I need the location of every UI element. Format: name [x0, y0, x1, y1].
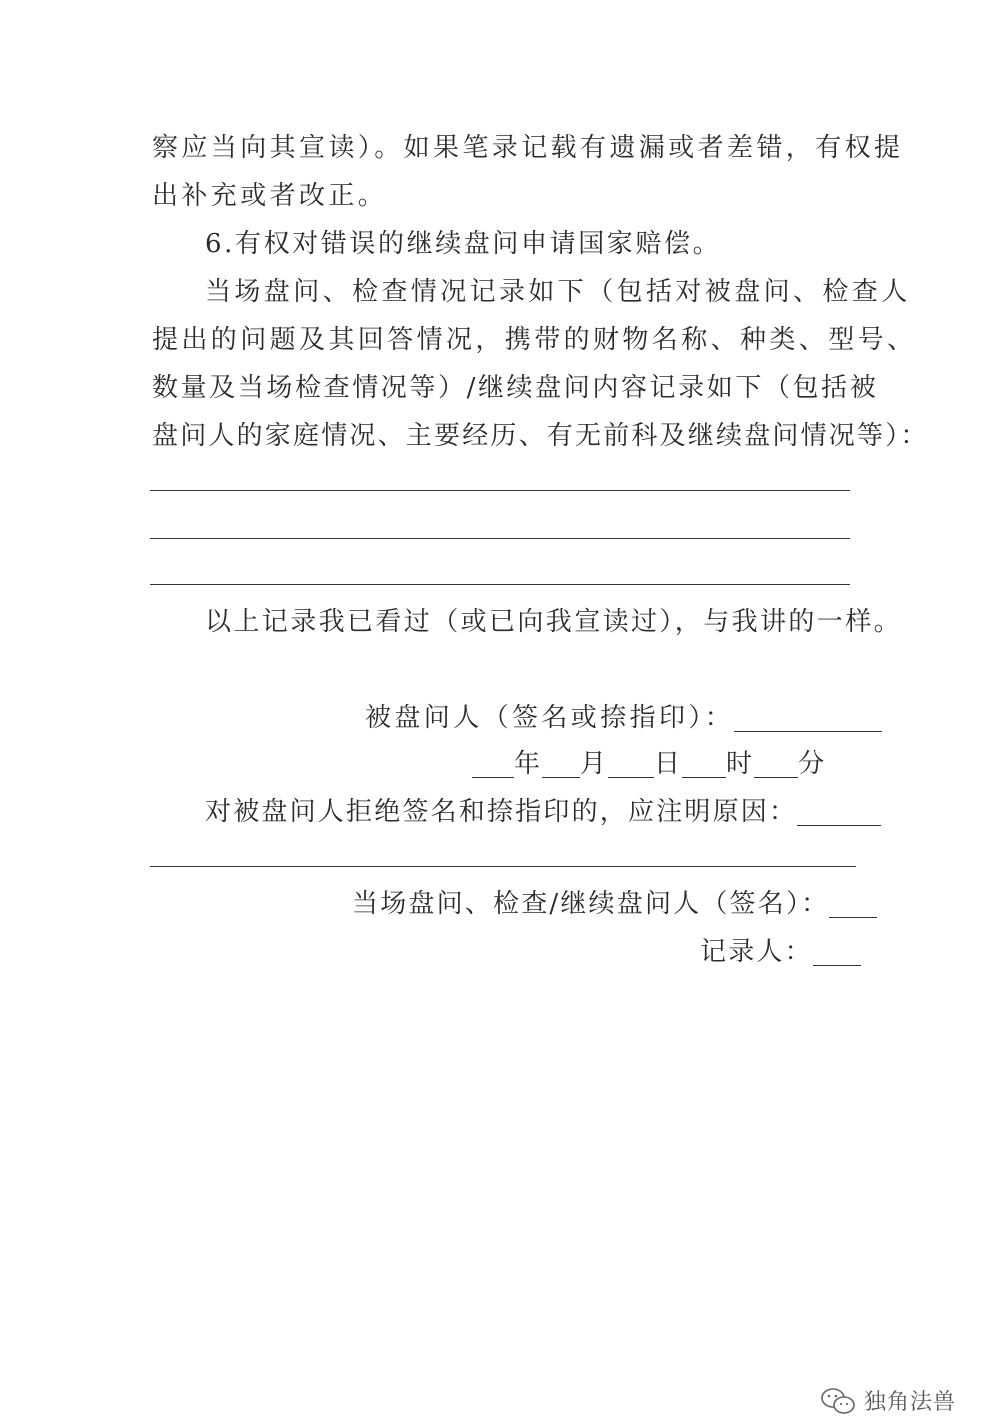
questioned-signature-blank[interactable]	[734, 705, 882, 732]
questioned-signature-label: 被盘问人（签名或捺指印）：	[365, 703, 735, 733]
record-blank-line[interactable]	[150, 584, 850, 585]
officer-signature-row	[352, 886, 877, 922]
year-blank[interactable]	[472, 751, 514, 778]
questioned-signature-row	[365, 700, 882, 736]
month-label: 月	[580, 749, 609, 779]
record-intro-line: 数量及当场检查情况等）/继续盘问内容记录如下（包括被	[152, 373, 879, 403]
refusal-row	[205, 794, 881, 830]
month-blank[interactable]	[542, 751, 580, 778]
year-label: 年	[514, 749, 543, 779]
confirmation-statement: 以上记录我已看过（或已向我宣读过），与我讲的一样。	[205, 607, 903, 637]
paragraph-line: 出补充或者改正。	[152, 181, 388, 211]
refusal-label: 对被盘问人拒绝签名和捺指印的，应注明原因：	[205, 797, 798, 827]
datetime-row	[472, 746, 826, 782]
watermark-text: 独角法兽	[864, 1390, 957, 1415]
refusal-reason-blank[interactable]	[797, 799, 881, 826]
day-label: 日	[654, 749, 683, 779]
paragraph-line: 察应当向其宣读）。如果笔录记载有遗漏或者差错，有权提	[152, 133, 904, 163]
recorder-label: 记录人：	[700, 937, 813, 967]
recorder-blank[interactable]	[813, 939, 861, 966]
recorder-row	[700, 934, 861, 970]
record-intro-line: 盘问人的家庭情况、主要经历、有无前科及继续盘问情况等）：	[152, 421, 929, 451]
minute-blank[interactable]	[754, 751, 798, 778]
item-6: 6.有权对错误的继续盘问申请国家赔偿。	[205, 229, 722, 259]
refusal-reason-line[interactable]	[150, 866, 856, 867]
officer-signature-label: 当场盘问、检查/继续盘问人（签名）：	[352, 889, 830, 919]
wechat-icon	[820, 1386, 856, 1416]
record-blank-line[interactable]	[150, 538, 850, 539]
hour-blank[interactable]	[682, 751, 726, 778]
officer-signature-blank[interactable]	[829, 891, 877, 918]
hour-label: 时	[726, 749, 755, 779]
watermark	[820, 1385, 956, 1416]
minute-label: 分	[798, 749, 827, 779]
record-intro-line: 提出的问题及其回答情况，携带的财物名称、种类、型号、	[152, 325, 917, 355]
record-intro-line: 当场盘问、检查情况记录如下（包括对被盘问、检查人	[205, 277, 911, 307]
day-blank[interactable]	[608, 751, 654, 778]
record-blank-line[interactable]	[150, 490, 850, 491]
